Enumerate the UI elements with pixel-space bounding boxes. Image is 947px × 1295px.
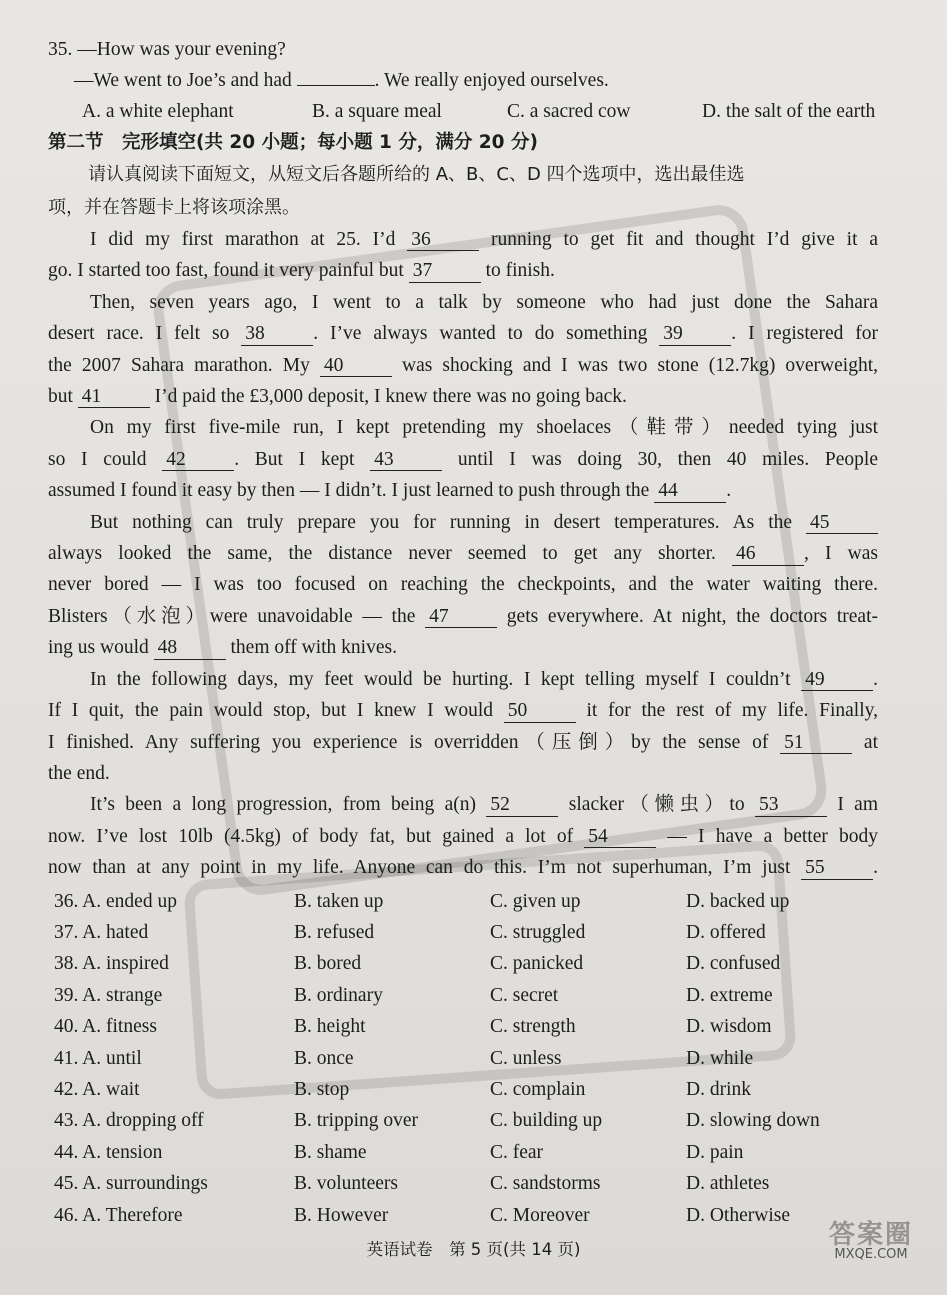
q35-reply-before: —We went to Joe’s and had xyxy=(74,70,292,91)
option-b: B. taken up xyxy=(294,890,384,912)
option-row xyxy=(48,1011,878,1042)
passage-line xyxy=(48,444,878,475)
passage-text: But nothing can truly prepare you for running in desert temperatures. As the xyxy=(90,511,806,533)
blank-53: 53 xyxy=(755,794,827,816)
passage-line xyxy=(48,695,878,726)
option-row xyxy=(48,886,878,917)
option-a: 39. A. strange xyxy=(54,984,163,1006)
option-row xyxy=(48,1168,878,1199)
passage-line xyxy=(48,412,878,443)
blank-51: 51 xyxy=(780,732,852,754)
option-row xyxy=(48,948,878,979)
section-title xyxy=(48,127,878,158)
passage-text: On my first five-mile run, I kept pretending my shoelaces（鞋带）needed tying just xyxy=(90,417,878,439)
passage-text: never bored — I was too focused on reaching the checkpoints, and the water waiting there. xyxy=(48,574,878,596)
passage-text: ing us would xyxy=(48,637,154,659)
option-b: B. tripping over xyxy=(294,1110,419,1132)
passage-text: If I quit, the pain would stop, but I knew I would xyxy=(48,700,504,722)
q35-stem-text: 35. —How was your evening? xyxy=(48,39,286,60)
passage-text: at xyxy=(852,731,878,753)
option-d: D. slowing down xyxy=(686,1110,820,1132)
blank-45: 45 xyxy=(806,512,878,534)
option-d: D. pain xyxy=(686,1141,744,1163)
option-d: D. wisdom xyxy=(686,1016,772,1038)
option-b: B. However xyxy=(294,1204,389,1226)
option-c: C. panicked xyxy=(490,953,584,975)
passage-text: I did my first marathon at 25. I’d xyxy=(90,229,408,250)
option-b: B. bored xyxy=(294,953,362,975)
option-c: C. sandstorms xyxy=(490,1173,601,1195)
section-title-text: 第二节 完形填空(共 20 小题；每小题 1 分，满分 20 分) xyxy=(48,132,538,153)
option-a: 37. A. hated xyxy=(54,921,149,943)
passage-text: assumed I found it easy by then — I didn’t. I just learned to push through the xyxy=(48,480,655,502)
blank-48: 48 xyxy=(154,637,226,659)
passage-text: . xyxy=(726,480,732,502)
passage-text: I’d paid the £3,000 deposit, I knew there was no going back. xyxy=(149,386,627,408)
option-row xyxy=(48,1200,878,1231)
blank-49: 49 xyxy=(801,669,873,691)
option-a: 44. A. tension xyxy=(54,1141,163,1163)
option-c: C. strength xyxy=(490,1016,576,1038)
option-b: B. height xyxy=(294,1016,366,1038)
option-d: D. extreme xyxy=(686,984,773,1006)
passage-line xyxy=(48,350,878,381)
passage-text: . I registered for xyxy=(731,323,878,345)
option-row xyxy=(48,1105,878,1136)
q35-blank xyxy=(297,85,375,86)
cloze-passage xyxy=(48,224,878,884)
passage-text: the 2007 Sahara marathon. My xyxy=(48,354,320,376)
passage-text: . xyxy=(873,668,878,690)
option-a: 45. A. surroundings xyxy=(54,1173,208,1195)
passage-text: so I could xyxy=(48,448,163,470)
option-a: 41. A. until xyxy=(54,1047,142,1069)
q35-option-c: C. a sacred cow xyxy=(507,101,631,122)
passage-text: until I was doing 30, then 40 miles. People xyxy=(442,448,878,470)
option-d: D. while xyxy=(686,1047,754,1069)
option-a: 42. A. wait xyxy=(54,1078,140,1100)
option-b: B. shame xyxy=(294,1141,367,1163)
option-c: C. fear xyxy=(490,1141,544,1163)
instructions-text-2: 项，并在答题卡上将该项涂黑。 xyxy=(48,197,300,218)
passage-text: It’s been a long progression, from being a(n) xyxy=(90,794,487,816)
passage-text: now than at any point in my life. Anyone can do this. I’m not superhuman, I’m just xyxy=(48,857,802,879)
blank-46: 46 xyxy=(732,543,804,565)
passage-text: Then, seven years ago, I went to a talk by someone who had just done the Sahara xyxy=(90,291,878,313)
passage-line xyxy=(48,381,878,412)
option-d: D. backed up xyxy=(686,890,790,912)
passage-line xyxy=(48,632,878,663)
passage-text: . I’ve always wanted to do something xyxy=(313,323,660,345)
option-c: C. unless xyxy=(490,1047,562,1069)
passage-line xyxy=(48,758,878,789)
q35-stem xyxy=(48,34,878,65)
option-c: C. complain xyxy=(490,1078,586,1100)
blank-39: 39 xyxy=(659,323,731,345)
option-b: B. once xyxy=(294,1047,354,1069)
passage-text: it for the rest of my life. Finally, xyxy=(575,700,878,722)
passage-text: running to get fit and thought I’d give it a xyxy=(479,229,878,250)
passage-line xyxy=(48,224,878,255)
passage-text: the end. xyxy=(48,762,110,784)
q35-reply xyxy=(48,65,878,96)
page-footer xyxy=(0,1236,947,1260)
blank-47: 47 xyxy=(425,606,497,628)
passage-text: to finish. xyxy=(480,260,555,282)
passage-line xyxy=(48,475,878,506)
passage-line xyxy=(48,727,878,758)
answer-options xyxy=(48,886,878,1231)
passage-line xyxy=(48,318,878,349)
passage-text: go. I started too fast, found it very painful but xyxy=(48,260,409,282)
option-c: C. Moreover xyxy=(490,1204,590,1226)
option-b: B. volunteers xyxy=(294,1173,398,1195)
option-a: 36. A. ended up xyxy=(54,890,177,912)
passage-text: , I was xyxy=(804,543,878,565)
option-a: 46. A. Therefore xyxy=(54,1204,183,1226)
option-d: D. confused xyxy=(686,953,781,975)
option-a: 40. A. fitness xyxy=(54,1016,157,1038)
blank-54: 54 xyxy=(584,826,656,848)
passage-line xyxy=(48,287,878,318)
blank-41: 41 xyxy=(78,386,150,408)
blank-52: 52 xyxy=(486,794,558,816)
passage-line xyxy=(48,601,878,632)
page-content xyxy=(48,34,878,1231)
option-row xyxy=(48,1074,878,1105)
passage-text: — I have a better body xyxy=(656,825,878,847)
footer-text: 英语试卷 第 5 页(共 14 页) xyxy=(366,1240,581,1259)
q35-options xyxy=(48,96,878,127)
passage-line xyxy=(48,852,878,883)
passage-line xyxy=(48,538,878,569)
option-c: C. building up xyxy=(490,1110,603,1132)
blank-55: 55 xyxy=(801,857,873,879)
logo-mark: 答案圈 xyxy=(828,1220,913,1250)
passage-line xyxy=(48,664,878,695)
option-c: C. struggled xyxy=(490,921,586,943)
option-b: B. refused xyxy=(294,921,375,943)
passage-text: was shocking and I was two stone (12.7kg) overweight, xyxy=(391,354,878,376)
option-d: D. Otherwise xyxy=(686,1204,790,1226)
q35-reply-after: . We really enjoyed ourselves. xyxy=(374,70,609,91)
option-a: 38. A. inspired xyxy=(54,953,169,975)
blank-40: 40 xyxy=(320,355,392,377)
watermark-logo xyxy=(811,1220,931,1285)
option-c: C. secret xyxy=(490,984,559,1006)
q35-option-b: B. a square meal xyxy=(312,101,442,122)
logo-site: MXQE.COM xyxy=(834,1247,908,1262)
option-row xyxy=(48,980,878,1011)
passage-text: slacker（懒虫）to xyxy=(558,794,755,816)
option-row xyxy=(48,1043,878,1074)
passage-text: I am xyxy=(826,794,878,816)
passage-line xyxy=(48,569,878,600)
option-d: D. athletes xyxy=(686,1173,770,1195)
passage-line xyxy=(48,821,878,852)
instructions-text-1: 请认真阅读下面短文，从短文后各题所给的 A、B、C、D 四个选项中，选出最佳选 xyxy=(88,164,745,185)
q35-option-a: A. a white elephant xyxy=(82,101,234,122)
blank-43: 43 xyxy=(370,449,442,471)
passage-text: . xyxy=(873,857,878,879)
instructions-line-1 xyxy=(48,158,878,191)
blank-37: 37 xyxy=(409,260,481,282)
option-b: B. ordinary xyxy=(294,984,383,1006)
option-row xyxy=(48,1137,878,1168)
option-c: C. given up xyxy=(490,890,581,912)
instructions-line-2 xyxy=(48,191,878,224)
passage-text: desert race. I felt so xyxy=(48,323,242,345)
passage-line xyxy=(48,789,878,820)
option-b: B. stop xyxy=(294,1078,350,1100)
passage-text: always looked the same, the distance never seemed to get any shorter. xyxy=(48,543,733,565)
option-row xyxy=(48,917,878,948)
blank-36: 36 xyxy=(407,229,479,251)
passage-text: . But I kept xyxy=(234,448,371,470)
passage-text: In the following days, my feet would be hurting. I kept telling myself I couldn’t xyxy=(90,668,802,690)
passage-line xyxy=(48,255,878,286)
passage-text: gets everywhere. At night, the doctors treat- xyxy=(497,605,878,627)
blank-42: 42 xyxy=(162,449,234,471)
passage-text: but xyxy=(48,386,78,408)
blank-44: 44 xyxy=(654,480,726,502)
passage-text: now. I’ve lost 10lb (4.5kg) of body fat, but gained a lot of xyxy=(48,825,585,847)
passage-line xyxy=(48,507,878,538)
option-a: 43. A. dropping off xyxy=(54,1110,204,1132)
q35-option-d: D. the salt of the earth xyxy=(702,101,876,122)
passage-text: Blisters（水泡）were unavoidable — the xyxy=(48,605,426,627)
option-d: D. offered xyxy=(686,921,766,943)
blank-38: 38 xyxy=(241,323,313,345)
option-d: D. drink xyxy=(686,1078,751,1100)
passage-text: I finished. Any suffering you experience is overridden（压倒）by the sense of xyxy=(48,731,781,753)
blank-50: 50 xyxy=(504,700,576,722)
passage-text: them off with knives. xyxy=(225,637,397,659)
